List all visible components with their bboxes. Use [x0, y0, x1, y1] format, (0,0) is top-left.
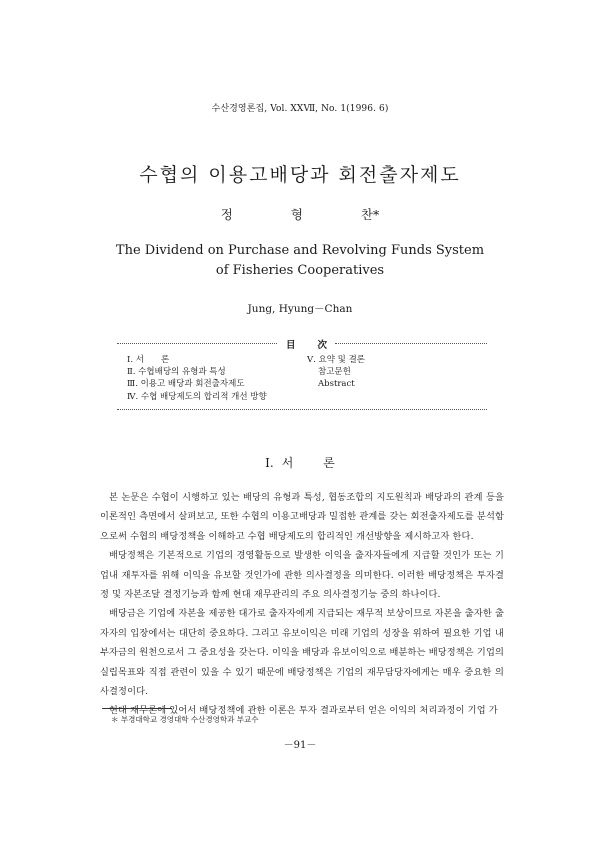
author-name-part: 찬* — [360, 207, 380, 222]
title-english-line: The Dividend on Purchase and Revolving Funds System — [115, 243, 485, 258]
toc-heading-char: 次 — [317, 340, 328, 351]
toc-item: Ⅴ. 요약 및 결론 — [307, 355, 366, 365]
toc-item: Ⅰ. 서 론 — [127, 355, 170, 365]
toc-item: Ⅲ. 이용고 배당과 회전출자제도 — [127, 379, 245, 390]
toc-right-column — [307, 354, 365, 391]
toc-rule-top-right — [335, 343, 487, 344]
paragraph: 배당금은 기업에 자본을 제공한 대가로 출자자에게 지급되는 재무적 보상이므로 자본을 출자한 출자자의 입장에서는 대단히 중요하다. 그리고 유보이익은 미래 기업의 성장을 위하여 필요한 기업 내부자금의 원천으로서 그 중요성을 갖는다. 이익을 배당과 유보이익으로 배분하는 배당정책은 기업의 실립목표와 직접 관련이 있을 수 있기 때문에 배당정책은 기업의 재무담당자에게는 매우 중요한 의사결정이다. — [100, 608, 504, 698]
section-number: Ⅰ. — [265, 456, 274, 470]
toc-heading-char: 目 — [286, 340, 296, 351]
author-name-part: 정 — [220, 207, 233, 222]
section-title-char: 서 — [281, 456, 294, 470]
footnote-rule — [102, 708, 172, 709]
paragraph: 배당정책은 기본적으로 기업의 경영활동으로 발생한 이익을 출자자들에게 지급할 것인가 또는 기업내 재투자를 위해 이익을 유보할 것인가에 관한 의사결정을 의미한다. 이러한 배당정책은 투자결정 및 자본조달 결정기능과 함께 현대 재무관리의 주요 의사결정기능 중의 하나이다. — [100, 550, 504, 601]
toc-heading — [286, 337, 327, 351]
page-number: －91－ — [283, 740, 317, 751]
title-english — [0, 241, 600, 281]
toc-rule-top-left — [117, 343, 277, 344]
author-english: Jung, Hyung－Chan — [247, 303, 353, 315]
author-korean — [0, 205, 600, 223]
title-korean: 수협의 이용고배당과 회전출자제도 — [139, 164, 461, 186]
section-heading — [0, 454, 600, 471]
title-english-line: of Fisheries Cooperatives — [215, 263, 385, 278]
author-name-part: 형 — [290, 207, 303, 222]
section-title-char: 론 — [323, 456, 335, 470]
footnote: ＊ 부경대학교 경영대학 수산경영학과 부교수 — [111, 715, 259, 724]
toc-item: Ⅱ. 수협배당의 유형과 특성 — [127, 367, 226, 378]
toc-rule-bottom — [117, 409, 487, 410]
paragraph: 현대 재무론에 있어서 배당정책에 관한 이론은 투자 결과로부터 얻은 이익의 처리과정이 기업 가 — [109, 705, 498, 717]
body-text — [100, 488, 504, 721]
journal-header: 수산경영론집, Vol. XXⅦ, No. 1(1996. 6) — [211, 104, 389, 114]
toc-left-column — [127, 354, 267, 403]
toc-item: Ⅳ. 수협 배당제도의 합리적 개선 방향 — [127, 391, 267, 402]
toc-item: 참고문헌 — [318, 367, 351, 378]
toc-item: Abstract — [318, 379, 355, 390]
paragraph: 본 논문은 수협이 시행하고 있는 배당의 유형과 특성, 협동조합의 지도원칙과 배당과의 관계 등을 이론적인 측면에서 살펴보고, 또한 수협의 이용고배당과 밀접한 관계를 갖는 회전출자제도를 분석함으로써 수협의 배당정책을 이해하고 수협 배당제도의 합리적인 개선방향을 제시하고자 한다. — [100, 492, 504, 542]
